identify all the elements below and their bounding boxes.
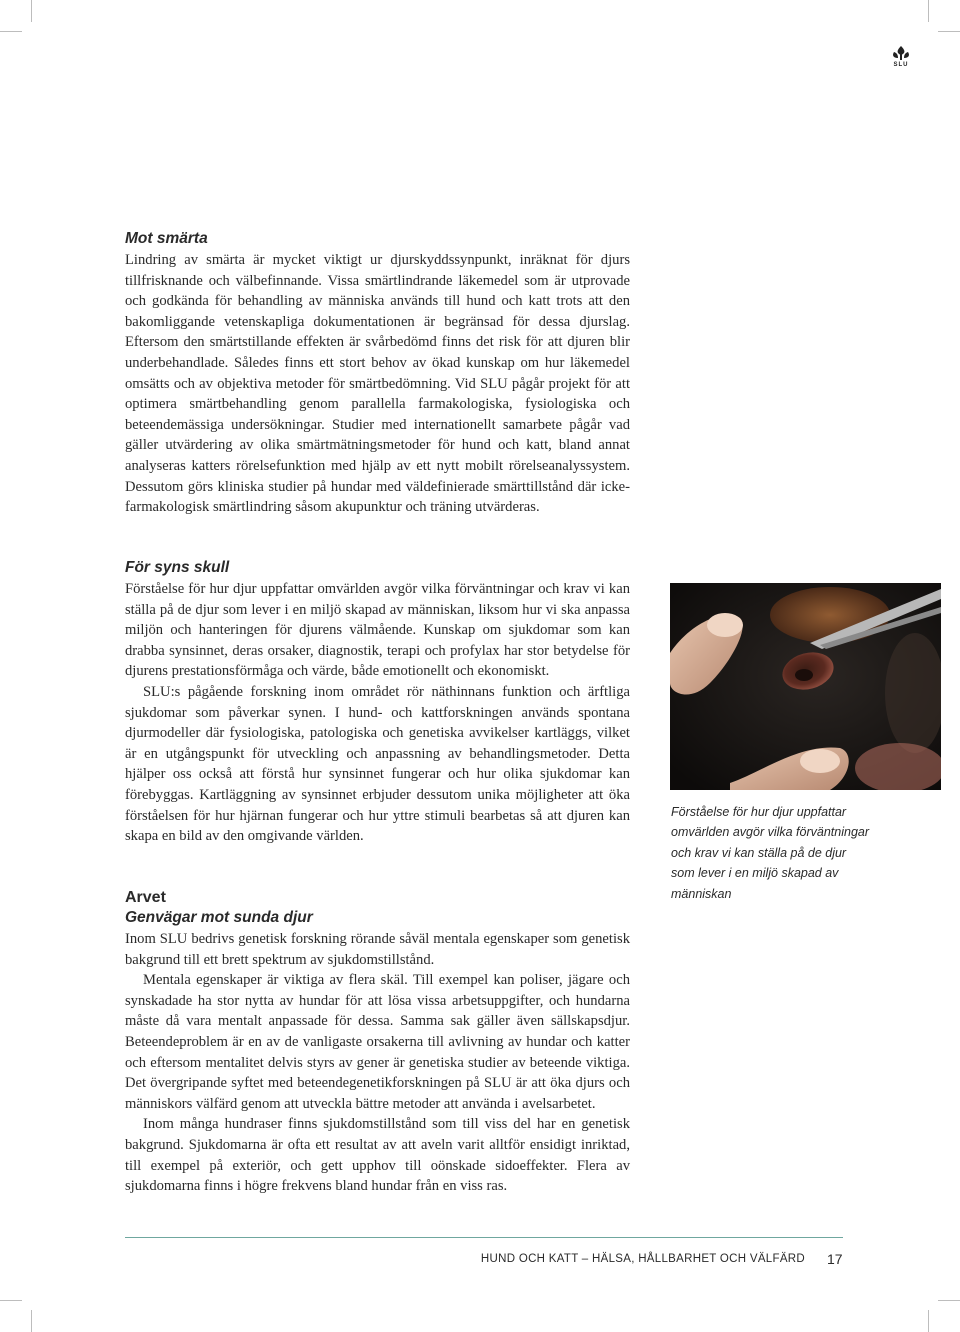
section-heading: Arvet bbox=[125, 889, 166, 906]
logo-wordmark: SLU bbox=[893, 62, 909, 68]
dog-eye-photo bbox=[670, 583, 941, 790]
crop-mark bbox=[0, 31, 22, 32]
body-paragraph: Inom många hundraser finns sjukdomstillstånd som till viss del har en genetisk bakgrund. Sjukdomarna är ofta ett resultat av att aveln varit alltför ensidigt inriktad, till exempel på exteriör, och gett upphov till oönskade sidoeffekter. Flera av sjukdomarna finns i högre frekvens bland hundar från en viss ras. bbox=[125, 1116, 630, 1195]
body-paragraph: Förståelse för hur djur uppfattar omvärlden avgör vilka förväntningar och krav vi kan ställa på de djur som lever i en miljö skapad av människan, liksom hur vi ska anpassa miljön och hanteringen för djurens välmående. Kunskap om sjukdomar som kan drabba synsinnet, deras orsaker, diagnostik, terapi och profylax har stor betydelse för djurens prestationsförmåga och värde, både emotionellt och ekonomiskt. bbox=[125, 581, 630, 680]
section-pain bbox=[125, 229, 630, 518]
crop-mark bbox=[928, 1310, 929, 1332]
crop-mark bbox=[928, 0, 929, 22]
section-heading: För syns skull bbox=[125, 559, 230, 576]
crop-mark bbox=[0, 1300, 22, 1301]
crop-mark bbox=[31, 1310, 32, 1332]
body-paragraph: Mentala egenskaper är viktiga av flera skäl. Till exempel kan poliser, jägare och synskadade ha stor nytta av hundar för att lösa vissa arbetsuppgifter, och hundarna måste då vara mentalt anpassade för dessa. Samma sak gäller även sällskapsdjur. Beteendeproblem är en av de vanligaste orsakerna till avlivning av hundar och katter och eftersom mentalitet delvis styrs av gener är genetiska studier av beteende viktiga. Det övergripande syftet med beteendegenetikforskningen på SLU är att öka djurs och människors välfärd genom att utveckla bättre metoder att använda i avelsarbetet. bbox=[125, 972, 630, 1112]
figure-caption: Förståelse för hur djur uppfattar omvärlden avgör vilka förväntningar och krav vi kan ställa på de djur som lever i en miljö skapad av människan bbox=[671, 805, 870, 901]
page-number: 17 bbox=[827, 1251, 843, 1267]
body-paragraph: Inom SLU bedrivs genetisk forskning rörande såväl mentala egenskaper som genetisk bakgrund till ett brett spektrum av sjukdomstillstånd. bbox=[125, 931, 630, 968]
crop-mark bbox=[938, 1300, 960, 1301]
section-vision bbox=[125, 558, 630, 847]
section-heading: Mot smärta bbox=[125, 230, 208, 247]
footer-rule bbox=[125, 1237, 843, 1238]
section-heritage bbox=[125, 888, 630, 1197]
body-paragraph: SLU:s pågående forskning inom området rör näthinnans funktion och ärftliga sjukdomar som påverkar synen. I hund- och kattforskningen används spontana djurmodeller där fysiologiska, patologiska och genetiska avvikelser kartläggs, vilket är en utgångspunkt för utveckling och anpassning av behandlingsmetoder. Detta hjälper oss också att förstå hur synsinnet fungerar och hur olika sjukdomar kan förebyggas. Kartläggning av synsinnet erbjuder dessutom unika möjligheter att öka förståelsen för hur hjärnan fungerar och hur yttre stimuli bearbetas så att djuren kan skapa en bild av den omgivande världen. bbox=[125, 683, 630, 845]
section-subheading: Genvägar mot sunda djur bbox=[125, 909, 313, 926]
crop-mark bbox=[938, 31, 960, 32]
running-title: HUND OCH KATT – HÄLSA, HÅLLBARHET OCH VÄLFÄRD bbox=[480, 1253, 805, 1265]
crop-mark bbox=[31, 0, 32, 22]
body-paragraph: Lindring av smärta är mycket viktigt ur djurskyddssynpunkt, inräknat för djurs tillfrisknande och välbefinnande. Vissa smärtlindrande läkemedel som är utprovade och godkända för behandling av människa används till hund och katt trots att den bakomliggande vetenskapliga dokumentationen är begränsad för dessa djurslag. Eftersom den smärtstillande effekten är svårbedömd finns det risk för att djuren blir underbehandlade. Således finns ett stort behov av ökad kunskap om hur läkemedel omsätts och av objektiva metoder för smärtbedömning. Vid SLU pågår projekt för att optimera smärtbehandling genom parallella farmakologiska, fysiologiska och beteendemässiga undersökningar. Studier med internationellt samarbete pågår vad gäller utvärdering av olika smärtmätningsmetoder för hund och katt, bland annat analyseras katters rörelsefunktion med hjälp av ett nytt mobilt rörelseanalyssystem. Dessutom görs kliniska studier på hundar med väldefinierade smärttillstånd där icke-farmakologisk smärtlindring såsom akupunktur och träning utvärderas. bbox=[125, 252, 630, 516]
